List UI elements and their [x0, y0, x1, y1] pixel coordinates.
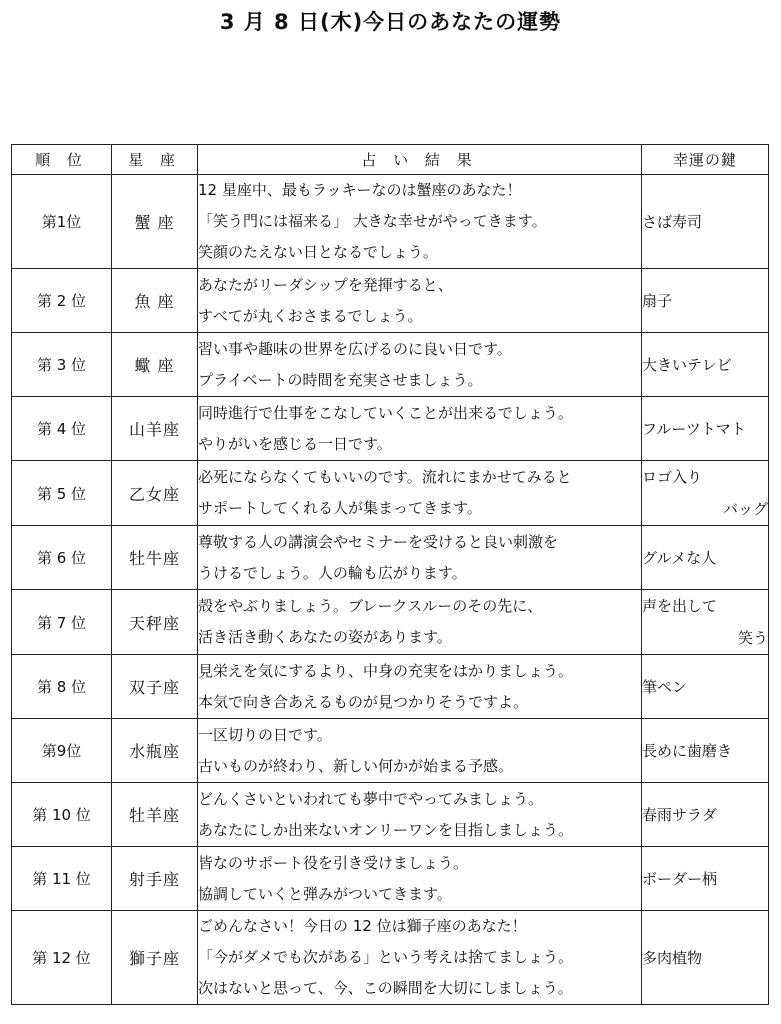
lucky-key-line: 筆ペン — [642, 677, 688, 696]
lucky-key-line: 長めに歯磨き — [642, 741, 733, 760]
rank-cell: 第 5 位 — [12, 461, 112, 526]
header-result: 占 い 結 果 — [198, 145, 642, 175]
rank-cell: 第1位 — [12, 175, 112, 269]
header-row — [12, 145, 769, 175]
result-line: すべてが丸くおさまるでしょう。 — [198, 306, 423, 325]
result-line: 協調していくと弾みがついてきます。 — [198, 884, 452, 903]
sign-cell: 天秤座 — [112, 590, 198, 655]
lucky-key-cell — [642, 847, 769, 911]
result-cell — [198, 655, 642, 719]
page-title: 3 月 8 日(木)今日のあなたの運勢 — [219, 10, 562, 34]
rank-cell: 第 6 位 — [12, 526, 112, 590]
rank-cell: 第 3 位 — [12, 333, 112, 397]
lucky-key-line: 扇子 — [642, 291, 673, 310]
table-row — [12, 719, 769, 783]
lucky-key-line: ロゴ入り — [642, 468, 703, 486]
table-row — [12, 847, 769, 911]
result-line: あなたがリーダシップを発揮すると、 — [198, 275, 453, 294]
lucky-key-cell — [642, 719, 769, 783]
result-line: 古いものが終わり、新しい何かが始まる予感。 — [198, 756, 514, 775]
table-row — [12, 333, 769, 397]
result-line: 「笑う門には福来る」 大きな幸せがやってきます。 — [198, 212, 547, 230]
lucky-key-line: 声を出して — [642, 597, 718, 615]
result-cell — [198, 590, 642, 655]
table-row — [12, 911, 769, 1005]
sign-cell: 蠍 座 — [112, 333, 198, 397]
result-line: 尊敬する人の講演会やセミナーを受けると良い刺激を — [198, 532, 559, 551]
lucky-key-line: 春雨サラダ — [642, 805, 717, 824]
table-row — [12, 175, 769, 269]
result-cell — [198, 526, 642, 590]
result-line: 必死にならなくてもいいのです。流れにまかせてみると — [198, 468, 572, 486]
lucky-key-line: 笑う — [737, 629, 768, 647]
table-row — [12, 590, 769, 655]
lucky-key-cell — [642, 590, 769, 655]
table-row — [12, 526, 769, 590]
table-body — [12, 175, 769, 1005]
lucky-key-cell — [642, 333, 769, 397]
header-rank: 順 位 — [12, 145, 112, 175]
result-line: あなたにしか出来ないオンリーワンを目指しましょう。 — [198, 820, 574, 839]
header-key: 幸運の鍵 — [642, 145, 769, 175]
sign-cell: 獅子座 — [112, 911, 198, 1005]
result-line: 皆なのサポート役を引き受けましょう。 — [198, 853, 469, 872]
result-line: 「今がダメでも次がある」という考えは捨てましょう。 — [198, 948, 574, 966]
sign-cell: 牡牛座 — [112, 526, 198, 590]
table-row — [12, 655, 769, 719]
rank-cell: 第 11 位 — [12, 847, 112, 911]
lucky-key-cell — [642, 397, 769, 461]
sign-cell: 双子座 — [112, 655, 198, 719]
result-cell — [198, 175, 642, 269]
result-cell — [198, 269, 642, 333]
rank-cell: 第 8 位 — [12, 655, 112, 719]
lucky-key-line: 大きいテレビ — [642, 355, 732, 374]
result-line: 一区切りの日です。 — [198, 725, 332, 744]
result-cell — [198, 783, 642, 847]
result-line: 笑顔のたえない日となるでしょう。 — [198, 243, 438, 261]
result-line: サポートしてくれる人が集まってきます。 — [198, 499, 482, 517]
header-sign: 星 座 — [112, 145, 198, 175]
rank-cell: 第 7 位 — [12, 590, 112, 655]
sign-cell: 魚 座 — [112, 269, 198, 333]
result-cell — [198, 461, 642, 526]
result-cell — [198, 911, 642, 1005]
table-row — [12, 461, 769, 526]
lucky-key-line: さば寿司 — [642, 212, 703, 231]
fortune-table — [11, 144, 769, 1005]
table-row — [12, 783, 769, 847]
rank-cell: 第 4 位 — [12, 397, 112, 461]
lucky-key-line: ボーダー柄 — [642, 869, 718, 888]
rank-cell: 第9位 — [12, 719, 112, 783]
lucky-key-line: グルメな人 — [642, 548, 717, 567]
lucky-key-cell — [642, 269, 769, 333]
result-line: ごめんなさい！今日の 12 位は獅子座のあなた！ — [198, 917, 527, 935]
result-line: どんくさいといわれても夢中でやってみましょう。 — [198, 789, 544, 808]
result-cell — [198, 333, 642, 397]
sign-cell: 牡羊座 — [112, 783, 198, 847]
rank-cell: 第 2 位 — [12, 269, 112, 333]
result-line: 12 星座中、最もラッキーなのは蟹座のあなた！ — [198, 181, 522, 199]
sign-cell: 水瓶座 — [112, 719, 198, 783]
lucky-key-line: 多肉植物 — [642, 948, 703, 967]
result-line: 活き活き動くあなたの姿があります。 — [198, 628, 452, 646]
lucky-key-line: バッグ — [722, 500, 768, 518]
rank-cell: 第 12 位 — [12, 911, 112, 1005]
table-row — [12, 269, 769, 333]
lucky-key-cell — [642, 783, 769, 847]
lucky-key-cell — [642, 175, 769, 269]
result-cell — [198, 847, 642, 911]
result-cell — [198, 397, 642, 461]
result-line: 本気で向き合あえるものが見つかりそうですよ。 — [198, 692, 529, 711]
result-line: 習い事や趣味の世界を広げるのに良い日です。 — [198, 339, 512, 358]
result-line: 殻をやぶりましょう。ブレークスルーのその先に、 — [198, 597, 543, 615]
lucky-key-cell — [642, 461, 769, 526]
result-line: 次はないと思って、今、この瞬間を大切にしましょう。 — [198, 979, 573, 997]
result-line: やりがいを感じる一日です。 — [198, 434, 392, 453]
table-row — [12, 397, 769, 461]
lucky-key-cell — [642, 911, 769, 1005]
lucky-key-cell — [642, 526, 769, 590]
lucky-key-line: フルーツトマト — [642, 419, 746, 438]
result-line: うけるでしょう。人の輪も広がります。 — [198, 563, 467, 582]
result-line: 同時進行で仕事をこなしていくことが出来るでしょう。 — [198, 403, 573, 422]
rank-cell: 第 10 位 — [12, 783, 112, 847]
sign-cell: 山羊座 — [112, 397, 198, 461]
sign-cell: 蟹 座 — [112, 175, 198, 269]
lucky-key-cell — [642, 655, 769, 719]
result-line: プライベートの時間を充実させましょう。 — [198, 370, 483, 389]
sign-cell: 射手座 — [112, 847, 198, 911]
result-line: 見栄えを気にするより、中身の充実をはかりましょう。 — [198, 661, 574, 680]
result-cell — [198, 719, 642, 783]
sign-cell: 乙女座 — [112, 461, 198, 526]
